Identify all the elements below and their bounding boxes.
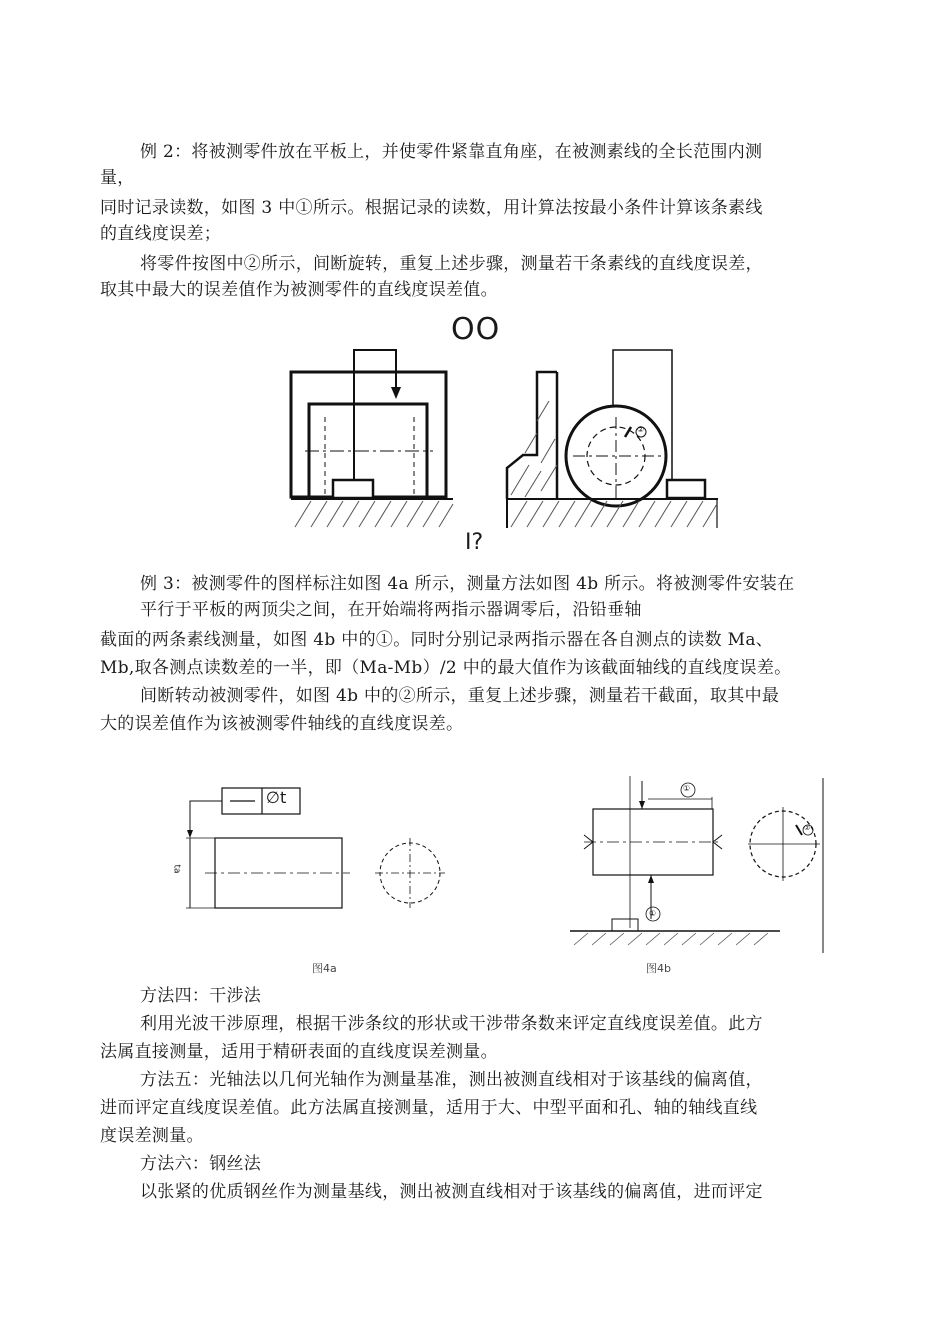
figure3-bottom-label: I?	[465, 530, 484, 555]
ex3-line-3: 截面的两条素线测量，如图 4b 中的①。同时分别记录两指示器在各自测点的读数 Ma、	[100, 630, 774, 650]
figure4a-caption: 图4a	[312, 962, 337, 975]
figure3-drawing	[285, 345, 725, 535]
figure4b-drawing	[570, 773, 830, 963]
ex3-line-1: 例 3：被测零件的图样标注如图 4a 所示，测量方法如图 4b 所示。将被测零件安装在	[140, 574, 795, 594]
ex2-line-6: 取其中最大的误差值作为被测零件的直线度误差值。	[100, 280, 498, 300]
figure4b-marker-2: ②	[804, 824, 811, 832]
ex2-line-1: 例 2：将被测零件放在平板上，并使零件紧靠直角座，在被测素线的全长范围内测	[140, 142, 763, 162]
figure3-top-label: OO	[451, 312, 501, 347]
ex2-line-3: 同时记录读数，如图 3 中①所示。根据记录的读数，用计算法按最小条件计算该条素线	[100, 198, 763, 218]
method5-line-3: 度误差测量。	[100, 1126, 204, 1146]
ex2-line-2: 量，	[100, 168, 135, 188]
figure4a-tolerance-symbol: ∅t	[266, 788, 287, 807]
method5-line-2: 进而评定直线度误差值。此方法属直接测量，适用于大、中型平面和孔、轴的轴线直线	[100, 1098, 758, 1118]
ex2-line-4: 的直线度误差；	[100, 224, 222, 244]
ex3-line-5: 间断转动被测零件，如图 4b 中的②所示，重复上述步骤，测量若干截面，取其中最	[140, 686, 780, 706]
ex2-line-5: 将零件按图中②所示，间断旋转，重复上述步骤，测量若干条素线的直线度误差，	[140, 254, 763, 274]
ex3-line-2: 平行于平板的两顶尖之间，在开始端将两指示器调零后，沿铅垂轴	[140, 600, 642, 620]
method4-title: 方法四：干涉法	[140, 986, 262, 1006]
method4-line-2: 法属直接测量，适用于精研表面的直线度误差测量。	[100, 1042, 498, 1062]
figure4a-side-label: ta	[171, 864, 182, 874]
figure3-left-part	[291, 350, 453, 527]
figure4b-marker-1: ①	[683, 784, 691, 793]
figure3-marker: ②	[637, 425, 645, 434]
ex3-line-6: 大的误差值作为该被测零件轴线的直线度误差。	[100, 714, 464, 734]
method5-line-1: 方法五：光轴法以几何光轴作为测量基准，测出被测直线相对于该基线的偏离值，	[140, 1070, 763, 1090]
ex3-line-4: Mb,取各测点读数差的一半，即（Ma-Mb）/2 中的最大值作为该截面轴线的直线度误差。	[100, 658, 792, 678]
method6-title: 方法六：钢丝法	[140, 1154, 262, 1174]
figure3-right-part	[507, 350, 718, 528]
method6-line-1: 以张紧的优质钢丝作为测量基线，测出被测直线相对于该基线的偏离值，进而评定	[140, 1182, 763, 1202]
method4-line-1: 利用光波干涉原理，根据干涉条纹的形状或干涉带条数来评定直线度误差值。此方	[140, 1014, 763, 1034]
figure4b-marker-bottom: ①	[649, 909, 657, 918]
figure4a-drawing	[170, 780, 470, 930]
figure4b-caption: 图4b	[646, 962, 671, 975]
